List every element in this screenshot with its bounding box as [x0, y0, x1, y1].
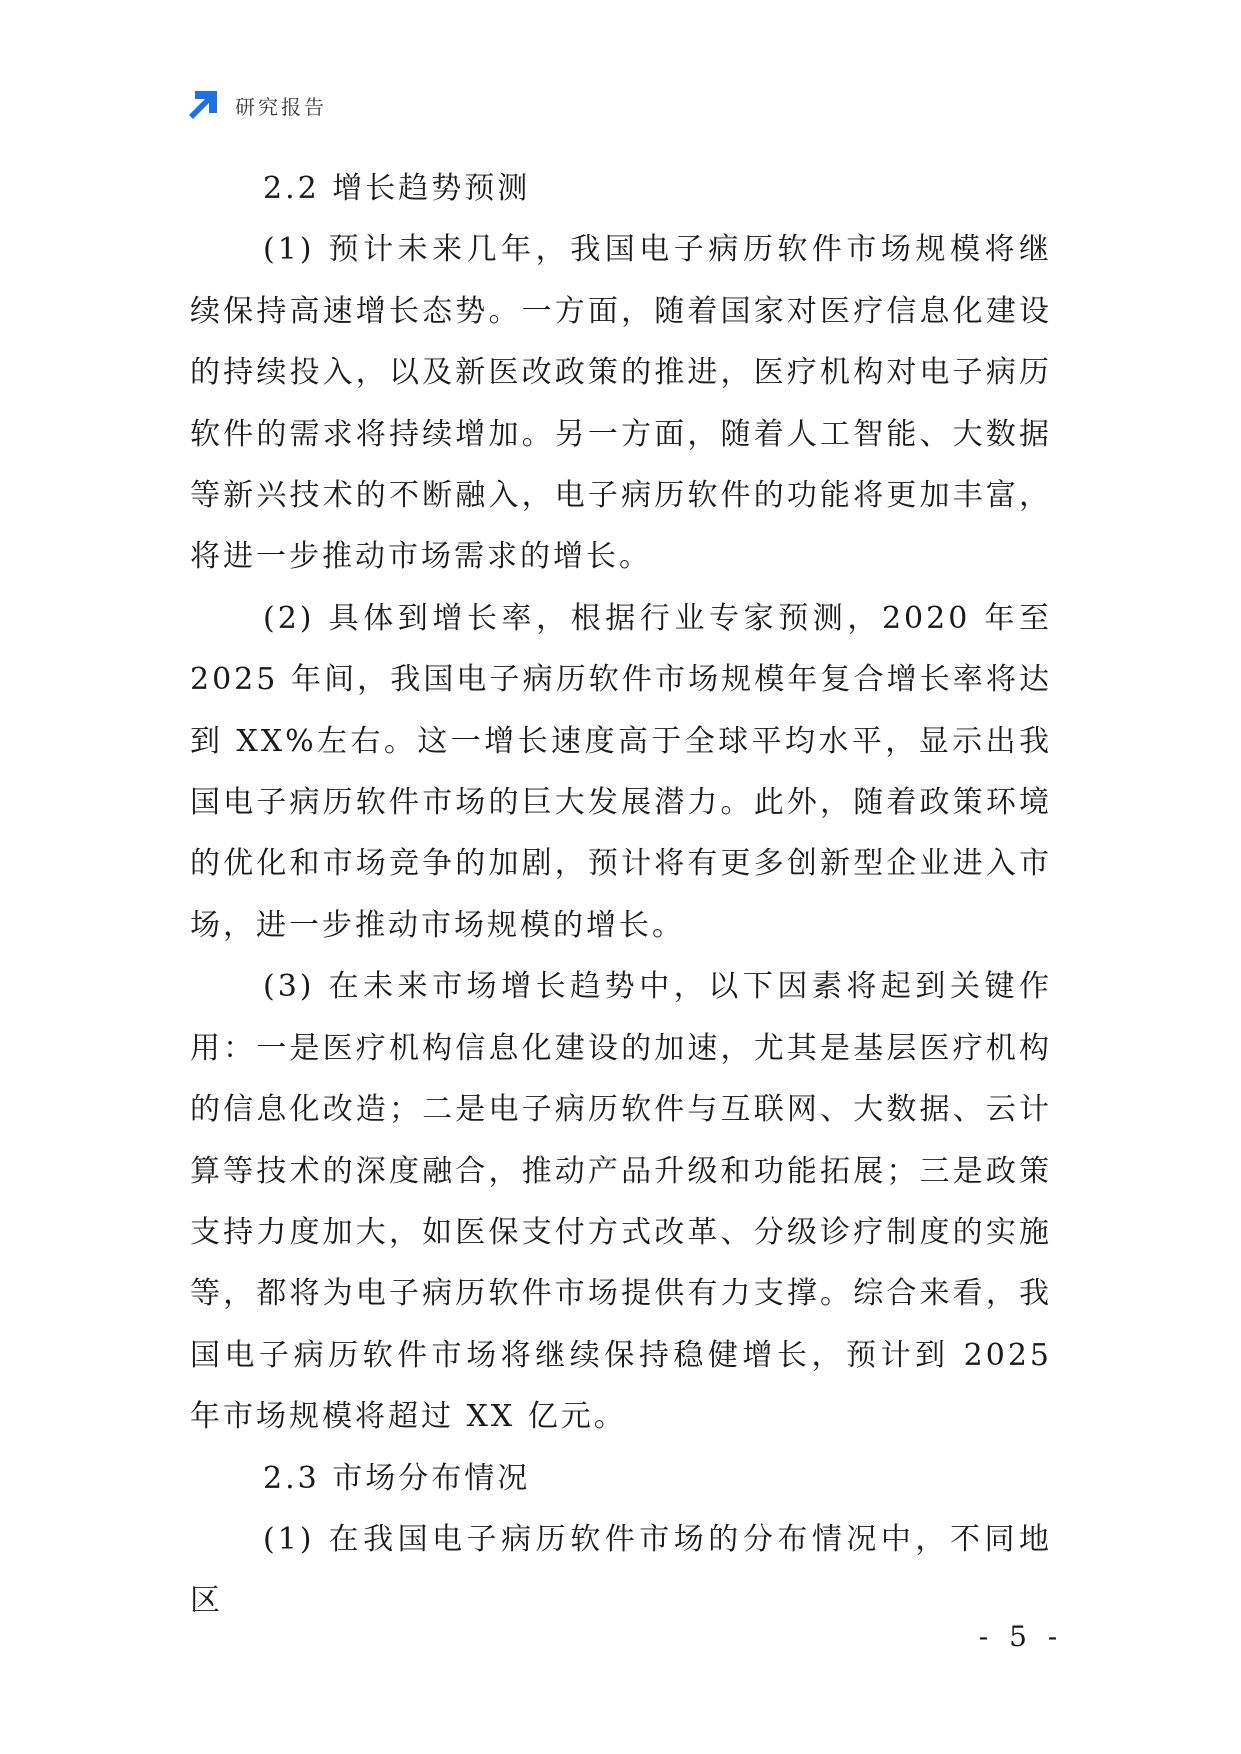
document-body [190, 158, 1052, 1632]
paragraph: (2) 具体到增长率，根据行业专家预测，2020 年至 2025 年间，我国电子病历软件市场规模年复合增长率将达到 XX%左右。这一增长速度高于全球平均水平，显示出我国电子病历软件市场的巨大发展潜力。此外，随着政策环境的优化和市场竞争的加剧，预计将有更多创新型企业进入市场，进一步推动市场规模的增长。 [190, 600, 1052, 943]
paragraph: (3) 在未来市场增长趋势中，以下因素将起到关键作用：一是医疗机构信息化建设的加速，尤其是基层医疗机构的信息化改造；二是电子病历软件与互联网、大数据、云计算等技术的深度融合，推动产品升级和功能拓展；三是政策支持力度加大，如医保支付方式改革、分级诊疗制度的实施等，都将为电子病历软件市场提供有力支撑。综合来看，我国电子病历软件市场将继续保持稳健增长，预计到 2025 年市场规模将超过 XX 亿元。 [190, 969, 1052, 1435]
report-header [187, 88, 327, 122]
section-heading: 2.3 市场分布情况 [263, 1460, 531, 1496]
header-title: 研究报告 [235, 94, 327, 119]
section-heading: 2.2 增长趋势预测 [263, 171, 531, 206]
paragraph: (1) 预计未来几年，我国电子病历软件市场规模将继续保持高速增长态势。一方面，随着国家对医疗信息化建设的持续投入，以及新医改政策的推进，医疗机构对电子病历软件的需求将持续增加。另一方面，随着人工智能、大数据等新兴技术的不断融入，电子病历软件的功能将更加丰富，将进一步推动市场需求的增长。 [190, 232, 1052, 575]
arrow-up-right-icon [187, 89, 219, 121]
paragraph: (1) 在我国电子病历软件市场的分布情况中，不同地区 [190, 1521, 1052, 1619]
page-number: - 5 - [978, 1620, 1064, 1653]
